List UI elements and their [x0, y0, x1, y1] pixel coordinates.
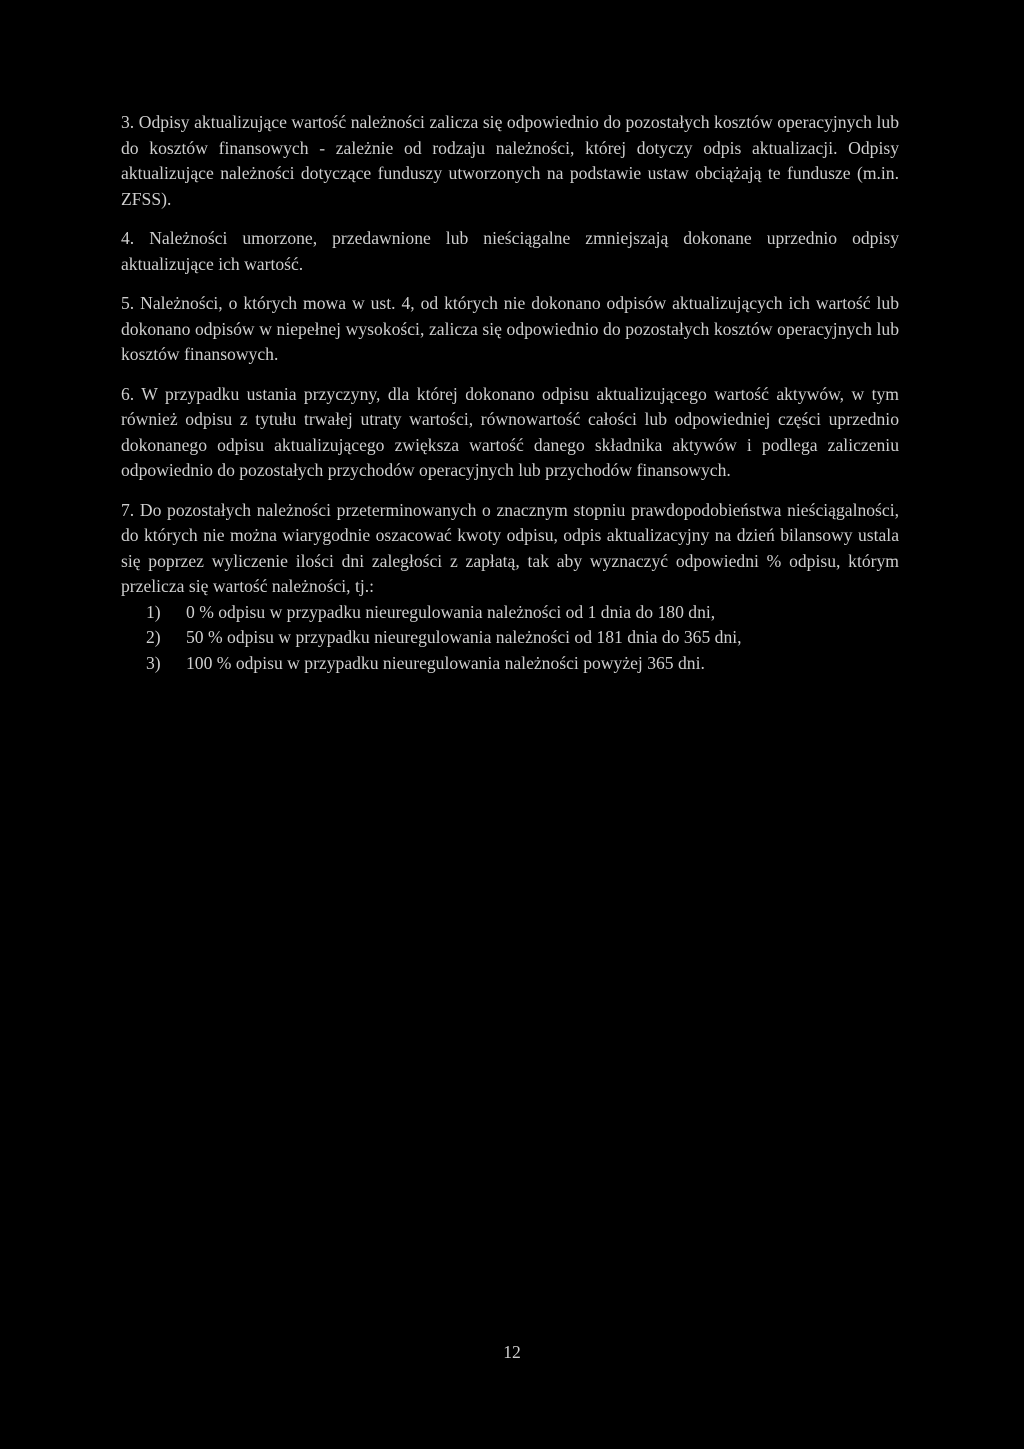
list-item-number: 1)	[146, 601, 161, 622]
page-number: 12	[503, 1342, 521, 1362]
paragraph-4: 4. Należności umorzone, przedawnione lub nieściągalne zmniejszają dokonane uprzednio odpisy aktualizujące ich wartość.	[121, 228, 899, 274]
paragraph-7: 7. Do pozostałych należności przeterminowanych o znacznym stopniu prawdopodobieństwa nieściągalności, do których nie można wiarygodnie oszacować kwoty odpisu, odpis aktualizacyjny na dzień bilansowy ustala się poprzez wyliczenie ilości dni zaległości z zapłatą, tak aby wyznaczyć odpowiedni % odpisu, którym przelicza się wartość należności, tj.:	[121, 499, 899, 596]
list-item-text: 0 % odpisu w przypadku nieuregulowania należności od 1 dnia do 180 dni,	[186, 601, 716, 622]
paragraph-6: 6. W przypadku ustania przyczyny, dla której dokonano odpisu aktualizującego wartość aktywów, w tym również odpisu z tytułu trwałej utraty wartości, równowartość całości lub odpowiedniej części uprzednio dokonanego odpisu aktualizującego zwiększa wartość danego składnika aktywów i podlega zaliczeniu odpowiednio do pozostałych przychodów operacyjnych lub przychodów finansowych.	[121, 383, 899, 480]
list-item	[121, 651, 899, 677]
list-item	[121, 625, 899, 651]
list-item-number: 3)	[146, 652, 161, 673]
list-item-number: 2)	[146, 627, 161, 647]
list-item-text: 100 % odpisu w przypadku nieuregulowania należności powyżej 365 dni.	[186, 652, 705, 673]
percentage-list	[121, 600, 899, 677]
document-body	[121, 110, 899, 676]
paragraph-3: 3. Odpisy aktualizujące wartość należności zalicza się odpowiednio do pozostałych kosztów operacyjnych lub do kosztów finansowych - zależnie od rodzaju należności, której dotyczy odpis aktualizacji. Odpisy aktualizujące należności dotyczące funduszy utworzonych na podstawie ustaw obciążają te fundusze (m.in. ZFSS).	[121, 112, 899, 209]
list-item-text: 50 % odpisu w przypadku nieuregulowania należności od 181 dnia do 365 dni,	[186, 627, 742, 647]
paragraph-5: 5. Należności, o których mowa w ust. 4, od których nie dokonano odpisów aktualizujących ich wartość lub dokonano odpisów w niepełnej wysokości, zalicza się odpowiednio do pozostałych kosztów operacyjnych lub kosztów finansowych.	[121, 293, 899, 364]
list-item	[121, 600, 899, 626]
